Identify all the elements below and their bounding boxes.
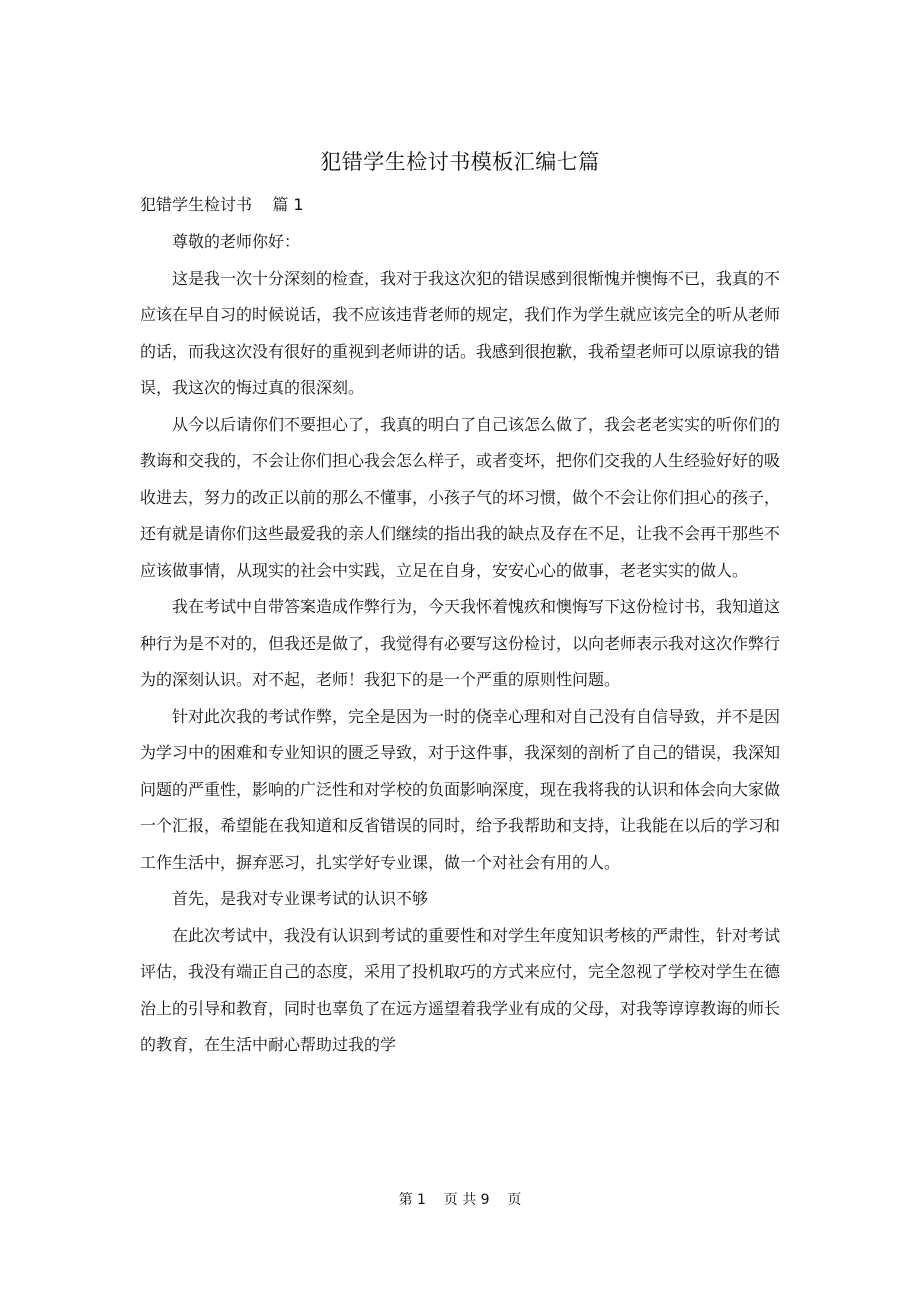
paragraph-greeting: 尊敬的老师你好： xyxy=(172,232,301,251)
document-body xyxy=(140,224,780,1064)
page-footer: 第 1 页 共 9 页 xyxy=(398,1192,522,1208)
section-heading: 犯错学生检讨书 篇 1 xyxy=(140,195,304,214)
paragraph-subheading: 首先，是我对专业课考试的认识不够 xyxy=(172,889,429,908)
paragraph: 从今以后请你们不要担心了，我真的明白了自己该怎么做了，我会老老实实的听你们的教诲和交我的，不会让你们担心我会怎么样子，或者变坏，把你们交我的人生经验好好的吸收进去，努力的改正以前的那么不懂事，小孩子气的坏习惯，做个不会让你们担心的孩子，还有就是请你们这些最爱我的亲人们继续的指出我的缺点及存在不足，让我不会再干那些不应该做事情，从现实的社会中实践，立足在自身，安安心心的做事，老老实实的做人。 xyxy=(140,414,781,580)
paragraph: 我在考试中自带答案造成作弊行为，今天我怀着愧疚和懊悔写下这份检讨书，我知道这种行为是不对的，但我还是做了，我觉得有必要写这份检讨，以向老师表示我对这次作弊行为的深刻认识。对不起，老师！我犯下的是一个严重的原则性问题。 xyxy=(140,597,781,689)
paragraph: 这是我一次十分深刻的检查，我对于我这次犯的错误感到很惭愧并懊悔不已，我真的不应该在早自习的时候说话，我不应该违背老师的规定，我们作为学生就应该完全的听从老师的话，而我这次没有很好的重视到老师讲的话。我感到很抱歉，我希望老师可以原谅我的错误，我这次的悔过真的很深刻。 xyxy=(140,268,781,397)
document-title: 犯错学生检讨书模板汇编七篇 xyxy=(320,150,600,174)
paragraph: 针对此次我的考试作弊，完全是因为一时的侥幸心理和对自己没有自信导致，并不是因为学习中的困难和专业知识的匮乏导致，对于这件事，我深刻的剖析了自己的错误，我深知问题的严重性，影响的广泛性和对学校的负面影响深度，现在我将我的认识和体会向大家做一个汇报，希望能在我知道和反省错误的同时，给予我帮助和支持，让我能在以后的学习和工作生活中，摒弃恶习，扎实学好专业课，做一个对社会有用的人。 xyxy=(140,706,781,872)
paragraph: 在此次考试中，我没有认识到考试的重要性和对学生年度知识考核的严肃性，针对考试评估，我没有端正自己的态度，采用了投机取巧的方式来应付，完全忽视了学校对学生在德治上的引导和教育，同时也辜负了在远方遥望着我学业有成的父母，对我等谆谆教诲的师长的教育，在生活中耐心帮助过我的学 xyxy=(140,925,781,1054)
